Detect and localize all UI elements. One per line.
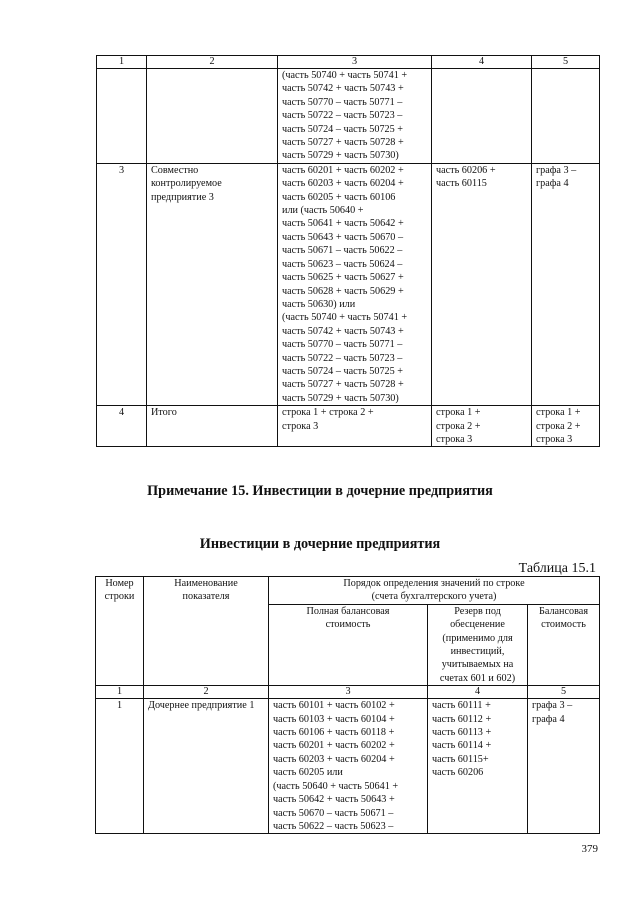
continuation-table — [96, 55, 600, 447]
table-row — [97, 69, 600, 164]
reserve-cell — [432, 69, 532, 164]
formula-cell: (часть 50740 + часть 50741 + часть 50742 + часть 50743 + часть 50770 – часть 50771 – часть 50722 – часть 50723 – часть 50724 – часть 50725 + часть 50727 + часть 50728 + часть 50729 + часть 50730) — [278, 69, 432, 164]
indicator-name: Итого — [147, 406, 278, 447]
table-header-row — [96, 577, 600, 605]
header-group: Порядок определения значений по строке (счета бухгалтерского учета) — [269, 577, 600, 605]
header-impairment: Резерв под обесценение (применимо для инвестиций, учитываемых на счетах 601 и 602) — [428, 604, 528, 685]
investments-table — [95, 576, 600, 834]
column-number: 5 — [528, 686, 600, 699]
header-cell: 3 — [278, 56, 432, 69]
table-row — [96, 699, 600, 834]
row-number: 1 — [96, 699, 144, 834]
indicator-name: Дочернее предприятие 1 — [144, 699, 269, 834]
table-label: Таблица 15.1 — [518, 561, 596, 576]
table-row — [97, 163, 600, 405]
formula-cell: часть 60201 + часть 60202 + часть 60203 + часть 60204 + часть 60205 + часть 60106 или (часть 50640 + часть 50641 + часть 50642 + часть 50643 + часть 50670 – часть 50671 – часть 50622 – часть 50623 – часть 50624 – часть 50625 + часть 50627 + часть 50628 + часть 50629 + часть 50630) или (часть 50740 + часть 50741 + часть 50742 + часть 50743 + часть 50770 – часть 50771 – часть 50722 – часть 50723 – часть 50724 – часть 50725 + часть 50727 + часть 50728 + часть 50729 + часть 50730) — [278, 163, 432, 405]
reserve-cell: часть 60111 + часть 60112 + часть 60113 + часть 60114 + часть 60115+ часть 60206 — [428, 699, 528, 834]
formula-cell: строка 1 + строка 2 + строка 3 — [278, 406, 432, 447]
header-cell: 1 — [97, 56, 147, 69]
row-number: 4 — [97, 406, 147, 447]
reserve-cell: часть 60206 + часть 60115 — [432, 163, 532, 405]
balance-cell: строка 1 + строка 2 + строка 3 — [532, 406, 600, 447]
header-gross-value: Полная балансовая стоимость — [269, 604, 428, 685]
note-title: Примечание 15. Инвестиции в дочерние предприятия — [147, 483, 493, 499]
column-number: 1 — [96, 686, 144, 699]
page-number: 379 — [581, 843, 598, 855]
header-cell: 5 — [532, 56, 600, 69]
row-number — [97, 69, 147, 164]
header-carrying-value: Балансовая стоимость — [528, 604, 600, 685]
column-number: 4 — [428, 686, 528, 699]
reserve-cell: строка 1 + строка 2 + строка 3 — [432, 406, 532, 447]
column-number-row — [96, 686, 600, 699]
header-row-number: Номер строки — [96, 577, 144, 686]
balance-cell: графа 3 – графа 4 — [528, 699, 600, 834]
column-number: 2 — [144, 686, 269, 699]
formula-cell: часть 60101 + часть 60102 + часть 60103 + часть 60104 + часть 60106 + часть 60118 + часть 60201 + часть 60202 + часть 60203 + часть 60204 + часть 60205 или (часть 50640 + часть 50641 + часть 50642 + часть 50643 + часть 50670 – часть 50671 – часть 50622 – часть 50623 – — [269, 699, 428, 834]
row-number: 3 — [97, 163, 147, 405]
header-indicator: Наименование показателя — [144, 577, 269, 686]
table-row — [97, 406, 600, 447]
balance-cell: графа 3 – графа 4 — [532, 163, 600, 405]
indicator-name — [147, 69, 278, 164]
indicator-name: Совместно контролируемое предприятие 3 — [147, 163, 278, 405]
table-header-row — [97, 56, 600, 69]
header-cell: 2 — [147, 56, 278, 69]
header-cell: 4 — [432, 56, 532, 69]
column-number: 3 — [269, 686, 428, 699]
table-title: Инвестиции в дочерние предприятия — [199, 536, 441, 552]
balance-cell — [532, 69, 600, 164]
